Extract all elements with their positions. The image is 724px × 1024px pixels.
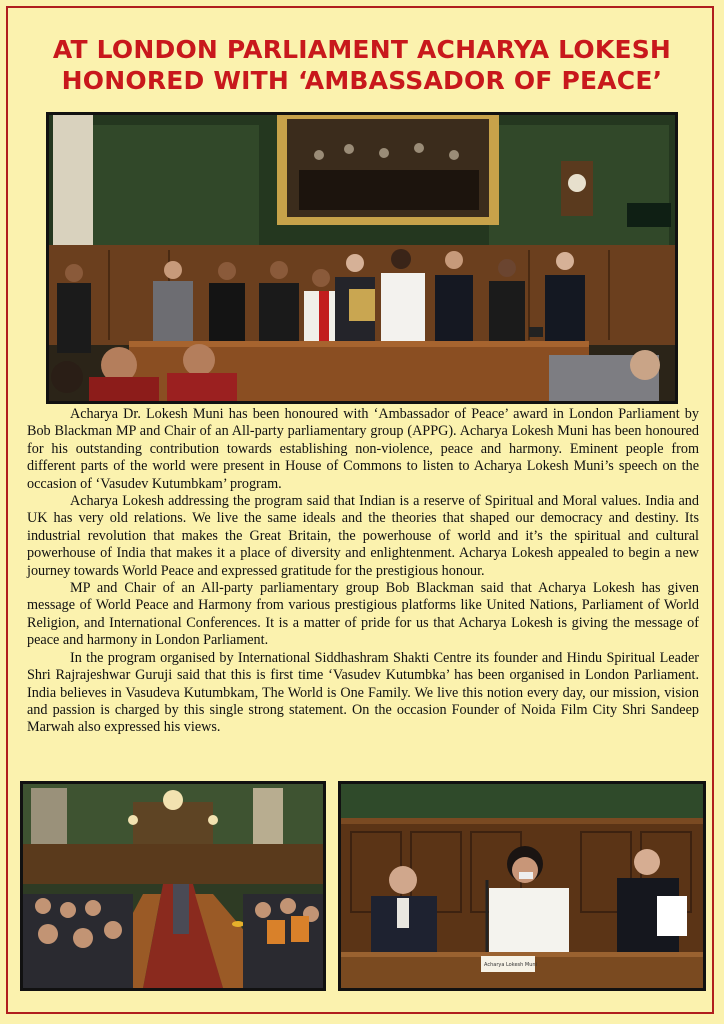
headline [20, 34, 704, 96]
article-paragraph-1: Acharya Dr. Lokesh Muni has been honoured with ‘Ambassador of Peace’ award in London Parliament by Bob Blackman MP and Chair of an All-party parliamentary group (APPG). Acharya Lokesh Muni has been honoured for his outstanding contribution towards establishing non-violence, peace and harmony. Eminent people from different parts of the world were present in House of Commons to listen to Acharya Lokesh Muni’s speech on the occasion of ‘Vasudev Kutumbkam’ program. [27, 406, 699, 492]
panel-speakers-photo [338, 781, 706, 991]
article-body [27, 406, 699, 737]
headline-line-1: AT LONDON PARLIAMENT ACHARYA LOKESH [52, 35, 672, 64]
article-paragraph-2: Acharya Lokesh addressing the program said that Indian is a reserve of Spiritual and Moral values. India and UK has very old relations. We live the same ideals and the theories that shaped our democracy and destiny. Its industrial revolution that makes the Great Britain, the powerhouse of world and it’s the spiritual and cultural powerhouse of India that makes it a place of diversity and enlightenment. Acharya Lokesh appealed to begin a new journey towards World Peace and expressed gratitude for the prestigious honour. [27, 493, 699, 579]
parliament-hall-audience-photo [20, 781, 326, 991]
headline-line-2: HONORED WITH ‘AMBASSADOR OF PEACE’ [61, 66, 663, 95]
award-ceremony-photo [46, 112, 678, 404]
nameplate-text: Acharya Lokesh Muni [484, 962, 537, 968]
article-paragraph-4: In the program organised by International Siddhashram Shakti Centre its founder and Hindu Spiritual Leader Shri Rajrajeshwar Guruji said that this is first time ‘Vasudev Kutumbka’ has been organised in London Parliament. India believes in Vasudeva Kutumbkam, The World is One Family. We live this notion every day, our mission, vision and passion is charged by this single strong statement. On the occasion Founder of Noida Film City Shri Sandeep Marwah also expressed his views. [27, 649, 699, 736]
article-paragraph-3: MP and Chair of an All-party parliamentary group Bob Blackman said that Acharya Lokesh has given message of World Peace and Harmony from various prestigious platforms like United Nations, Parliament of World Religion, and International Conferences. It is a matter of pride for us that Acharya Lokesh is giving the message of peace and harmony in London Parliament. [27, 580, 699, 649]
